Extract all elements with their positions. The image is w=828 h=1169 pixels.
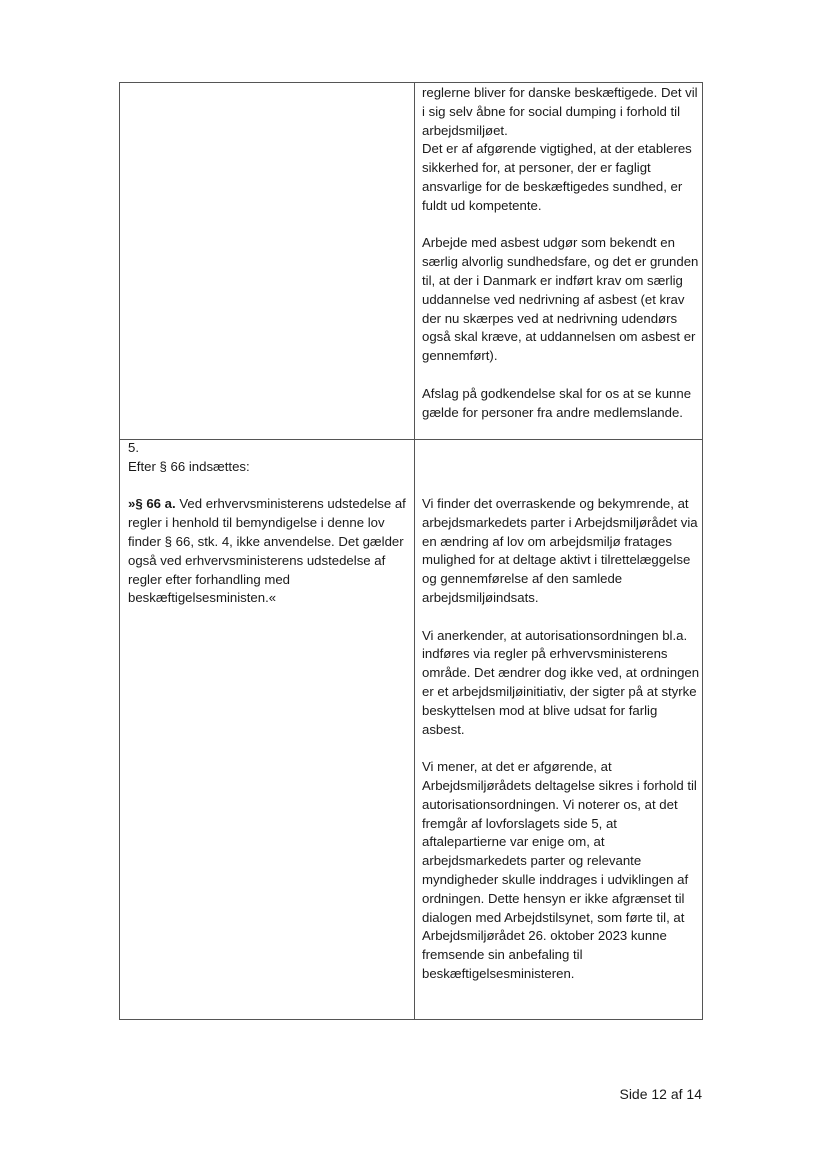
section-number: 5. (128, 440, 139, 455)
page-number: Side 12 af 14 (619, 1086, 702, 1102)
comment-paragraph: Vi anerkender, at autorisationsordningen bl.a. indføres via regler på erhvervsministerens område. Det ændrer dog ikke ved, at ordningen er et arbejdsmiljøinitiativ, der sigter på at styrke beskyttelsen mod at blive udsat for farlig asbest. (422, 627, 700, 737)
law-paragraph-heading: »§ 66 a. (128, 496, 176, 512)
row1-comment-cell (422, 84, 700, 422)
column-divider (414, 83, 415, 1019)
comment-paragraph: Afslag på godkendelse skal for os at se kunne gælde for personer fra andre medlemslande. (422, 385, 692, 420)
law-paragraph (128, 495, 410, 608)
comment-paragraph: Arbejde med asbest udgør som bekendt en særlig alvorlig sundhedsfare, og det er grunden til, at der i Danmark er indført krav om særlig uddannelse ved nedrivning af asbest (et krav der nu skærpes ved at nedrivning udendørs også skal kræve, at uddannelsen om asbest er gennemført). (422, 235, 699, 364)
row2-law-text-cell (128, 439, 410, 608)
comment-paragraph: Vi mener, at det er afgørende, at Arbejdsmiljørådets deltagelse sikres i forhold til autorisationsordningen. Vi noterer os, at det fremgår af lovforslagets side 5, at aftalepartierne var enige om, at arbejdsmarkedets parter og relevante myndigheder skulle inddrages i udviklingen af ordningen. Dette hensyn er ikke afgrænset til dialogen med Arbejdstilsynet, som førte til, at Arbejdsmiljørådet 26. oktober 2023 kunne fremsende sin anbefaling til beskæftigelsesministeren. (422, 759, 697, 981)
law-paragraph-text: Ved erhvervsministerens udstedelse af regler i henhold til bemyndigelse i denne lov finder § 66, stk. 4, ikke anvendelse. Det gælder også ved erhvervsministerens udstedelse af regler efter forhandling med beskæftigelsesministen.« (128, 496, 406, 606)
comment-paragraph: Det er af afgørende vigtighed, at der etableres sikkerhed for, at personer, der er fagligt ansvarlige for de beskæftigedes sundhed, er fuldt ud kompetente. (422, 141, 692, 213)
comment-paragraph: reglerne bliver for danske beskæftigede. Det vil i sig selv åbne for social dumping i forhold til arbejdsmiljøet. (422, 85, 698, 138)
comments-table (119, 82, 703, 1020)
comment-paragraph: Vi finder det overraskende og bekymrende, at arbejdsmarkedets parter i Arbejdsmiljørådet via en ændring af lov om arbejdsmiljø fratages mulighed for at deltage aktivt i tilrettelæggelse og gennemførelse af den samlede arbejdsmiljøindsats. (422, 496, 698, 605)
section-intro: Efter § 66 indsættes: (128, 458, 250, 474)
row2-comment-cell (422, 495, 700, 984)
